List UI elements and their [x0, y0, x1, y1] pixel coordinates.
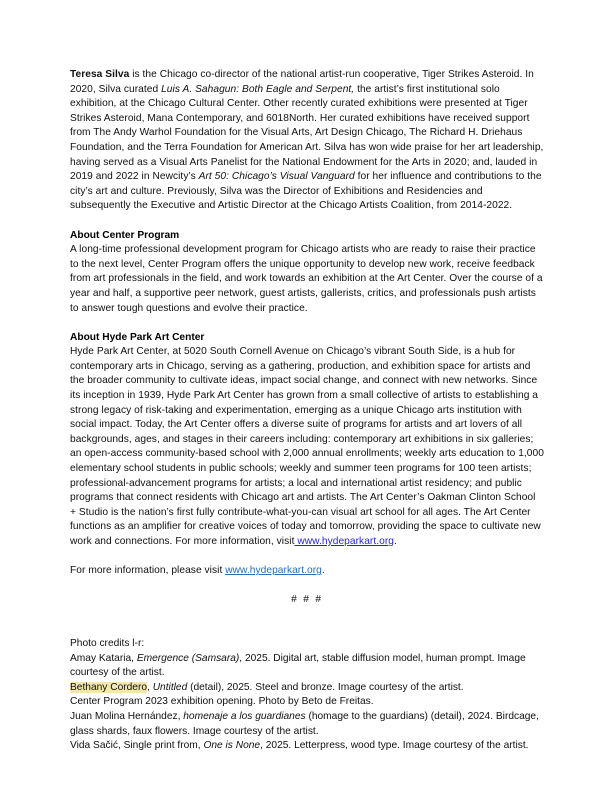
photo-credit-entry [70, 739, 544, 754]
bio-text-3: for her influence and contributions to the city’s art and culture. Previously, Silva was the Director of Exhibitions and Residencies and subsequently the Executive and Artistic Director at the Chicago Artists Coalition, from 2014-2022. [70, 171, 542, 212]
credit-artist-suffix: , [147, 681, 153, 693]
section-spacer [70, 214, 544, 229]
photo-credit-entry [70, 681, 544, 696]
credit-details: (detail), 2025. Steel and bronze. Image courtesy of the artist. [187, 681, 464, 693]
more-info-text-tail: . [321, 565, 325, 577]
hydeparkart-link-primary[interactable]: www.hydeparkart.org [294, 536, 394, 547]
more-information-line [70, 564, 544, 579]
hyde-park-body [70, 345, 544, 549]
hyde-park-text-tail: . [394, 536, 397, 547]
bio-text-1: is the Chicago co-director of the national artist-run cooperative, Tiger Strikes Asteroid. In 2020, Silva curated [70, 69, 534, 95]
credit-artist: Juan Molina Hernández, [70, 710, 184, 722]
center-program-body: A long-time professional development program for Chicago artists who are ready to raise their practice to the next level, Center Program offers the unique opportunity to develop new work, receive feedback from art professionals in the field, and work towards an exhibition at the Art Center. Over the course of a year and half, a supportive peer network, guest artists, gallerists, critics, and professionals push artists to answer tough questions and evolve their practice. [70, 244, 543, 314]
section-spacer [70, 608, 544, 637]
credit-work-title: Emergence (Samsara) [136, 652, 240, 664]
photo-credits-label: Photo credits l-r: [70, 637, 145, 649]
section-spacer [70, 550, 544, 565]
center-program-heading: About Center Program [70, 229, 180, 241]
credit-artist: Vida Sačić, Single print from, [70, 740, 204, 752]
hyde-park-text: Hyde Park Art Center, at 5020 South Cornell Avenue on Chicago’s vibrant South Side, is a hub for contemporary arts in Chicago, serving as a gathering, production, and exhibition space for artists and the broader community to cultivate ideas, impact social change, and connect with new networks. Since its inception in 1939, Hyde Park Art Center has grown from a small collective of artists to establishing a strong legacy of risk-taking and experimentation, emerging as a unique Chicago arts institution with social impact. Today, the Art Center offers a diverse suite of programs for artists and art lovers of all backgrounds, ages, and stages in their careers including: contemporary art exhibitions in six galleries; an open-access community-based school with 2,000 annual enrollments; weekly arts education to 1,000 elementary school students in public schools; weekly and summer teen programs for 100 teen artists; professional-advancement programs for artists; a local and international artist residency; and public programs that connect residents with Chicago art and artists. The Art Center’s Oakman Clinton School + Studio is the nation’s first fully contribute-what-you-can visual art school for all ages. The Art Center functions as an amplifier for creative voices of today and tomorrow, providing the space to cultivate new work and connections. For more information, visit [70, 346, 544, 547]
credit-work-title: homenaje a los guardianes [183, 710, 306, 722]
credit-work-title: One is None [203, 740, 261, 752]
credit-details: , 2025. Digital art, stable diffusion model, human prompt. Image courtesy of the artist. [70, 652, 526, 679]
photo-credit-entry: Center Program 2023 exhibition opening. Photo by Beto de Freitas. [70, 696, 374, 708]
hydeparkart-link-secondary[interactable]: www.hydeparkart.org [225, 565, 322, 577]
bio-text-2: the artist’s first institutional solo exhibition, at the Chicago Cultural Center. Other recently curated exhibitions were presented at Tiger Strikes Asteroid, Mana Contemporary, and 6018North. Her curated exhibitions have received support from The Andy Warhol Foundation for the Visual Arts, Art Design Chicago, The Richard H. Driehaus Foundation, and the Terra Foundation for American Art. Silva has won wide praise for her art leadership, having served as a Visual Arts Panelist for the National Endowment for the Arts in 2020; and, lauded in 2019 and 2022 in Newcity’s [70, 83, 544, 183]
bio-person-name: Teresa Silva [70, 69, 130, 80]
section-separator: # # # [291, 594, 323, 606]
photo-credit-entry [70, 710, 544, 739]
credit-artist-highlighted: Bethany Cordero [70, 681, 148, 693]
photo-credits-block [70, 637, 544, 754]
photo-credit-entry [70, 652, 544, 681]
hyde-park-heading: About Hyde Park Art Center [70, 331, 205, 343]
section-spacer [70, 579, 544, 594]
bio-publication-title: Art 50: Chicago’s Visual Vanguard [198, 171, 355, 183]
more-info-text: For more information, please visit [70, 565, 226, 577]
credit-details: (homage to the guardians) (detail), 2024. Birdcage, glass shards, faux flowers. Image courtesy of the artist. [70, 710, 539, 737]
credit-details: , 2025. Letterpress, wood type. Image courtesy of the artist. [260, 740, 529, 752]
bio-paragraph [70, 68, 544, 214]
bio-exhibition-title: Luis A. Sahagun: Both Eagle and Serpent, [161, 83, 355, 95]
document-body [70, 68, 544, 754]
section-spacer [70, 316, 544, 331]
credit-artist: Amay Kataria, [70, 652, 137, 664]
credit-work-title: Untitled [152, 681, 188, 693]
